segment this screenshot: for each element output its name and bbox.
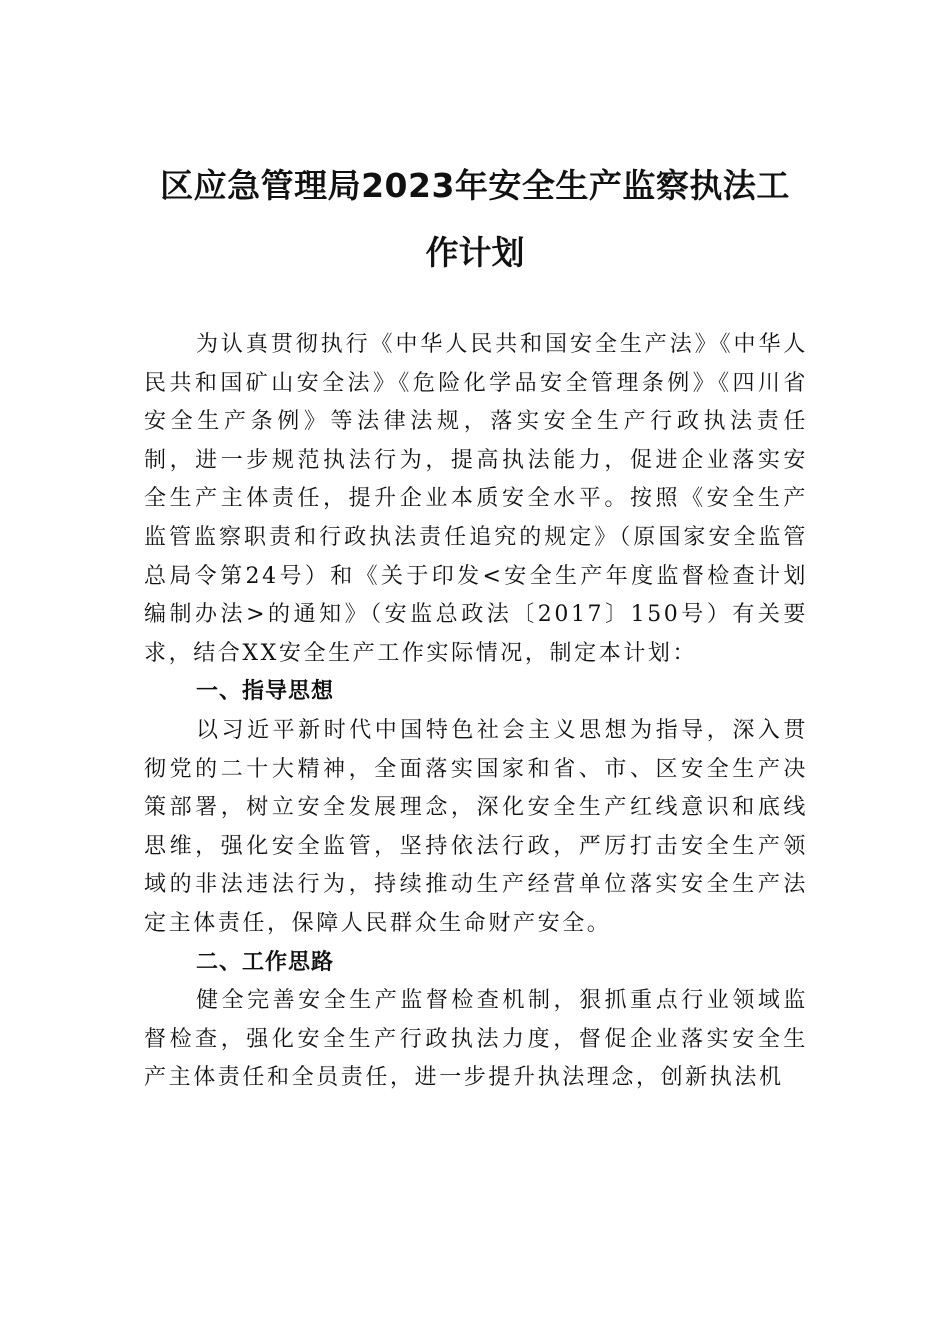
section-text-work-approach: 健全完善安全生产监督检查机制，狠抓重点行业领域监督检查，强化安全生产行政执法力度，督促企业落实安全生产主体责任和全员责任，进一步提升执法理念，创新执法机 bbox=[144, 988, 808, 1091]
document-body bbox=[144, 326, 808, 1098]
section-heading-guiding-ideology: 一、指导思想 bbox=[196, 679, 335, 705]
section-text-guiding-ideology: 以习近平新时代中国特色社会主义思想为指导，深入贯彻党的二十大精神，全面落实国家和省、市、区安全生产决策部署，树立安全发展理念，深化安全生产红线意识和底线思维，强化安全监管，坚持依法行政，严厉打击安全生产领域的非法违法行为，持续推动生产经营单位落实安全生产法定主体责任，保障人民群众生命财产安全。 bbox=[144, 717, 808, 936]
intro-paragraph: 为认真贯彻执行《中华人民共和国安全生产法》《中华人民共和国矿山安全法》《危险化学品安全管理条例》《四川省安全生产条例》等法律法规，落实安全生产行政执法责任制，进一步规范执法行为，提高执法能力，促进企业落实安全生产主体责任，提升企业本质安全水平。按照《安全生产监管监察职责和行政执法责任追究的规定》（原国家安全监管总局令第24号）和《关于印发<安全生产年度监督检查计划编制办法>的通知》（安监总政法〔2017〕150号）有关要求，结合XX安全生产工作实际情况，制定本计划： bbox=[144, 332, 808, 666]
document-title-line-1: 区应急管理局2023年安全生产监察执法工 bbox=[160, 166, 790, 205]
document-title-line-2: 作计划 bbox=[425, 233, 525, 272]
section-heading-work-approach: 二、工作思路 bbox=[196, 949, 335, 975]
